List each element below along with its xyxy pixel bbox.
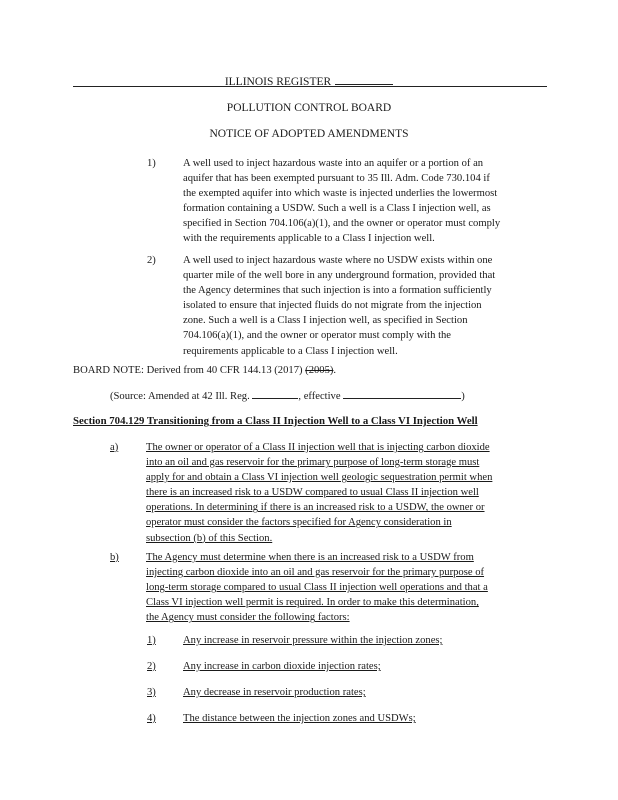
source-prefix: (Source: Amended at 42 Ill. Reg. [110,391,253,402]
header-rule [73,86,547,87]
subsection-a-line: there is an increased risk to a USDW compared to usual Class II injection well [146,487,479,499]
item-2-line: zone. Such a well is a Class I injection well, as specified in Section [183,315,468,327]
subsection-a-line: The owner or operator of a Class II injection well that is injecting carbon dioxide [146,442,490,453]
item-2-line: 704.106(a)(1), and the owner or operator must comply with the [183,330,452,342]
source-reg-blank [252,387,298,399]
subsection-a-label: a) [110,442,119,453]
subsection-b-line: long-term storage compared to usual Class II injection well operations and that a [146,582,488,594]
item-1-line: specified in Section 704.106(a)(1), and the owner or operator must comply [183,218,501,230]
item-2-text [183,253,553,359]
source-suffix: ) [461,391,465,402]
subsection-a-line: into an oil and gas reservoir for the primary purpose of long-term storage must [146,457,480,469]
subsection-b-line: injecting carbon dioxide into an oil and gas reservoir for the primary purpose of [146,567,485,579]
subsection-b-text [146,550,556,625]
item-2-number: 2) [147,255,156,266]
board-note [73,363,336,378]
item-1-line: with the requirements applicable to a Class I injection well. [183,233,435,245]
subsection-a-text [146,440,556,546]
item-1-number: 1) [147,158,156,169]
subsection-b-label: b) [110,552,119,563]
board-note-text: BOARD NOTE: Derived from 40 CFR 144.13 (2017) [73,365,306,376]
subsection-b-line: The Agency must determine when there is an increased risk to a USDW from [146,552,474,563]
factor-1-text: Any increase in reservoir pressure within the injection zones; [183,635,443,646]
item-1-line: the exempted aquifer into which waste is injected underlies the lowermost [183,188,498,200]
board-note-struck-year: (2005) [305,365,334,376]
factor-2-text: Any increase in carbon dioxide injection rates; [183,661,381,672]
notice-title: NOTICE OF ADOPTED AMENDMENTS [209,128,409,140]
subsection-b-line: the Agency must consider the following factors: [146,612,350,624]
factor-4-number: 4) [147,713,156,724]
item-2-line: A well used to inject hazardous waste where no USDW exists within one [183,255,493,266]
item-1-line: aquifer that has been exempted pursuant to 35 Ill. Adm. Code 730.104 if [183,173,490,185]
subsection-a-line: operations. In determining if there is an increased risk to a USDW, the owner or [146,502,485,514]
item-1-line: formation containing a USDW. Such a well is a Class I injection well, as [183,203,491,215]
subsection-a-line: operator must consider the factors specified for Agency consideration in [146,517,452,529]
item-2-line: the Agency determines that such injection is into a formation sufficiently [183,285,492,297]
factor-4-text: The distance between the injection zones and USDWs; [183,713,416,724]
board-note-tail: . [333,365,337,376]
factor-1-number: 1) [147,635,156,646]
section-heading: Section 704.129 Transitioning from a Class II Injection Well to a Class VI Injection Well [73,415,478,427]
factor-3-number: 3) [147,687,156,698]
item-2-line: isolated to ensure that injected fluids do not migrate from the injection [183,300,482,312]
item-1-text [183,156,553,247]
register-header [0,73,618,90]
item-2-line: quarter mile of the well bore in any underground formation, provided that [183,270,496,282]
register-issue-blank [335,73,393,85]
register-title: ILLINOIS REGISTER [224,76,332,88]
item-2-line: requirements applicable to a Class I injection well. [183,345,398,357]
source-effective-label: , effective [298,391,344,402]
source-date-blank [343,387,461,399]
board-name: POLLUTION CONTROL BOARD [226,102,392,114]
source-line [110,387,465,404]
factor-2-number: 2) [147,661,156,672]
subsection-a-line: subsection (b) of this Section. [146,532,273,544]
subsection-a-line: apply for and obtain a Class VI injection well geologic sequestration permit when [146,472,493,484]
factor-3-text: Any decrease in reservoir production rates; [183,687,366,698]
subsection-b-line: Class VI injection well permit is required. In order to make this determination, [146,597,479,609]
item-1-line: A well used to inject hazardous waste into an aquifer or a portion of an [183,158,484,169]
